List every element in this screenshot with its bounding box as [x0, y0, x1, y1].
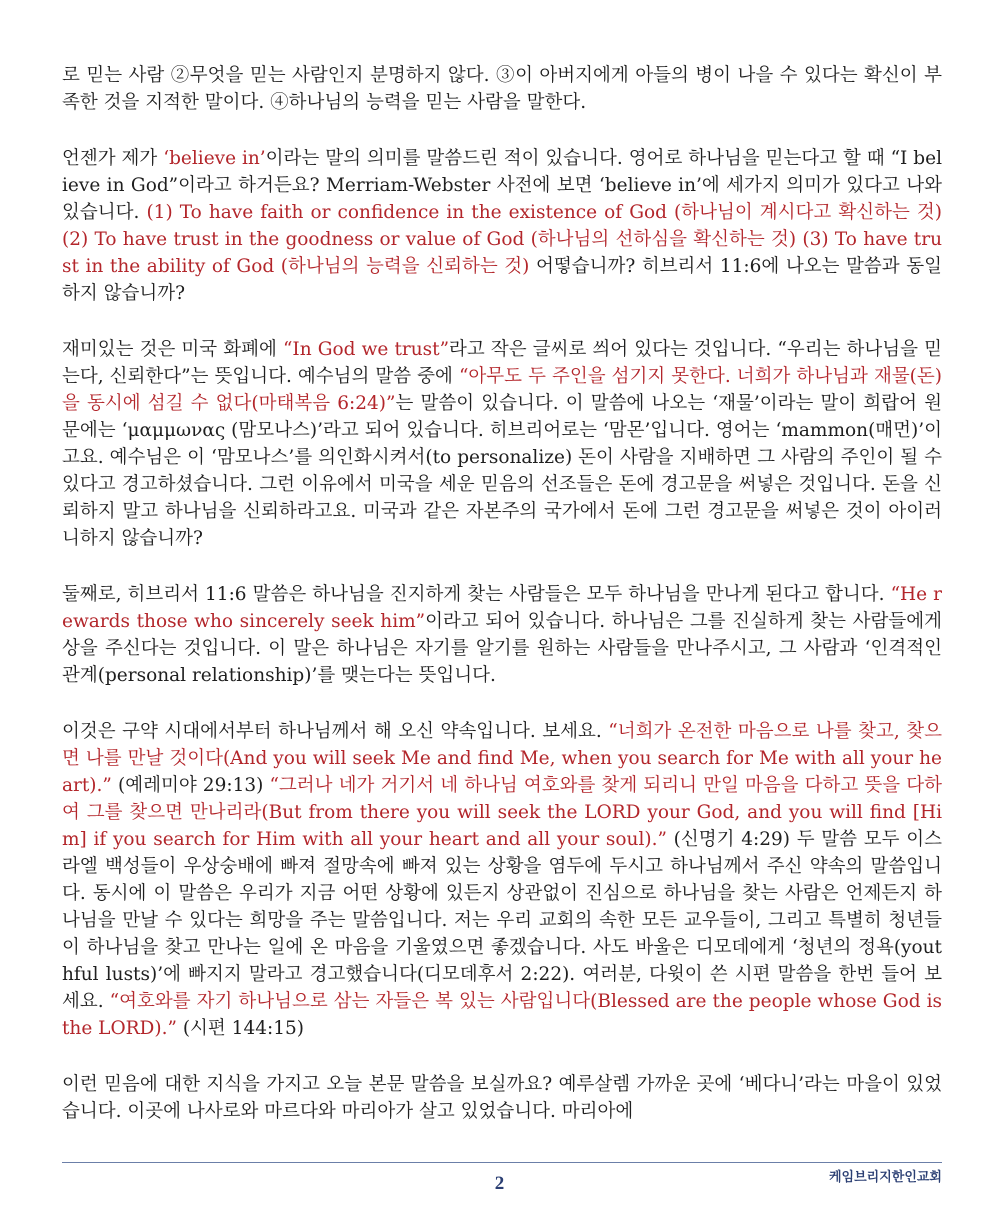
- quote-text: “너희가 온전한 마음으로 나를 찾고, 찾으면 나를 만날 것이다(And you will seek Me and find Me, when you search for Me with all your heart).”: [62, 721, 942, 796]
- body-text: (예레미야 29:13): [111, 775, 270, 796]
- quote-text: “아무도 두 주인을 섬기지 못한다. 너희가 하나님과 재물(돈)을 동시에 섬길 수 없다(마태복음 6:24)”: [62, 366, 942, 414]
- paragraph: [62, 581, 942, 689]
- quote-text: (1) To have faith or confidence in the existence of God (하나님이 계시다고 확신하는 것) (2) To have trust in the goodness or value of God (하나님의 선하심을 확신하는 것) (3) To have trust in the ability of God (하나님의 능력을 신뢰하는 것): [62, 202, 943, 277]
- body-text: 이라고 되어 있습니다. 하나님은 그를 진실하게 찾는 사람들에게 상을 주신다는 것입니다. 이 말은 하나님은 자기를 알기를 원하는 사람들을 만나주시고, 그 사람과 ‘인격적인 관계(personal relationship)’를 맺는다는 뜻입니다.: [62, 611, 942, 686]
- page-number: 2: [494, 1173, 505, 1194]
- body-text: 이것은 구약 시대에서부터 하나님께서 해 오신 약속입니다. 보세요.: [62, 721, 609, 742]
- paragraph: [62, 1071, 942, 1125]
- body-text: 라고 작은 글씨로 씌어 있다는 것입니다. “우리는 하나님을 믿는다, 신뢰한다”는 뜻입니다. 예수님의 말씀 중에: [62, 339, 942, 387]
- body-text: 이라는 말의 의미를 말씀드린 적이 있습니다. 영어로 하나님을 믿는다고 할 때 “I believe in God”이라고 하거든요? Merriam-Webster 사전에 보면 ‘believe in’에 세가지 의미가 있다고 나와 있습니다.: [62, 148, 942, 223]
- church-name: 케임브리지한인교회: [828, 1170, 942, 1185]
- body-text: (신명기 4:29) 두 말씀 모두 이스라엘 백성들이 우상숭배에 빠져 절망속에 빠져 있는 상황을 염두에 두시고 하나님께서 주신 약속의 말씀입니다. 동시에 이 말씀은 우리가 지금 어떤 상황에 있든지 상관없이 진심으로 하나님을 찾는 사람은 언제든지 하나님을 만날 수 있다는 희망을 주는 말씀입니다. 저는 우리 교회의 속한 모든 교우들이, 그리고 특별히 청년들이 하나님을 찾고 만나는 일에 온 마음을 기울였으면 좋겠습니다. 사도 바울은 디모데에게 ‘청년의 정욕(youthful lusts)’에 빠지지 말라고 경고했습니다(디모데후서 2:22). 여러분, 다윗이 쓴 시편 말씀을 한번 들어 보세요.: [62, 829, 942, 1012]
- paragraph: [62, 62, 942, 116]
- quote-text: “그러나 네가 거기서 네 하나님 여호와를 찾게 되리니 만일 마음을 다하고 뜻을 다하여 그를 찾으면 만나리라(But from there you will seek the LORD your God, and you will find [Him] if you search for Him with all your heart and all your soul).”: [62, 775, 942, 850]
- body-text: (시편 144:15): [176, 1018, 304, 1039]
- paragraph: [62, 145, 942, 307]
- quote-text: “여호와를 자기 하나님으로 삼는 자들은 복 있는 사람입니다(Blessed are the people whose God is the LORD).”: [62, 991, 942, 1039]
- paragraph: [62, 718, 942, 1042]
- body-text: 둘째로, 히브리서 11:6 말씀은 하나님을 진지하게 찾는 사람들은 모두 하나님을 만나게 된다고 합니다.: [62, 584, 891, 605]
- body-text: 는 말씀이 있습니다. 이 말씀에 나오는 ‘재물’이라는 말이 희랍어 원문에는 ‘μαμμωνας (맘모나스)’라고 되어 있습니다. 히브리어로는 ‘맘몬’입니다. 영어는 ‘mammon(매먼)’이고요. 예수님은 이 ‘맘모나스’를 의인화시켜서(to personalize) 돈이 사람을 지배하면 그 사람의 주인이 될 수 있다고 경고하셨습니다. 그런 이유에서 미국을 세운 믿음의 선조들은 돈에 경고문을 써넣은 것입니다. 돈을 신뢰하지 말고 하나님을 신뢰하라고요. 미국과 같은 자본주의 국가에서 돈에 그런 경고문을 써넣은 것이 아이러니하지 않습니까?: [62, 393, 942, 549]
- document-body: [62, 62, 942, 1154]
- body-text: 언젠가 제가: [62, 148, 164, 169]
- body-text: 이런 믿음에 대한 지식을 가지고 오늘 본문 말씀을 보실까요? 예루살렘 가까운 곳에 ‘베다니’라는 마을이 있었습니다. 이곳에 나사로와 마르다와 마리아가 살고 있었습니다. 마리아에: [62, 1074, 942, 1122]
- quote-text: ‘believe in’: [163, 148, 266, 169]
- quote-text: “In God we trust”: [282, 339, 450, 360]
- footer-divider: [62, 1162, 942, 1163]
- paragraph: [62, 336, 942, 552]
- quote-text: “He rewards those who sincerely seek him”: [62, 584, 943, 632]
- body-text: 재미있는 것은 미국 화폐에: [62, 339, 283, 360]
- body-text: 로 믿는 사람 ②무엇을 믿는 사람인지 분명하지 않다. ③이 아버지에게 아들의 병이 나을 수 있다는 확신이 부족한 것을 지적한 말이다. ④하나님의 능력을 믿는 사람을 말한다.: [62, 65, 942, 113]
- body-text: 어떻습니까? 히브리서 11:6에 나오는 말씀과 동일하지 않습니까?: [62, 256, 942, 304]
